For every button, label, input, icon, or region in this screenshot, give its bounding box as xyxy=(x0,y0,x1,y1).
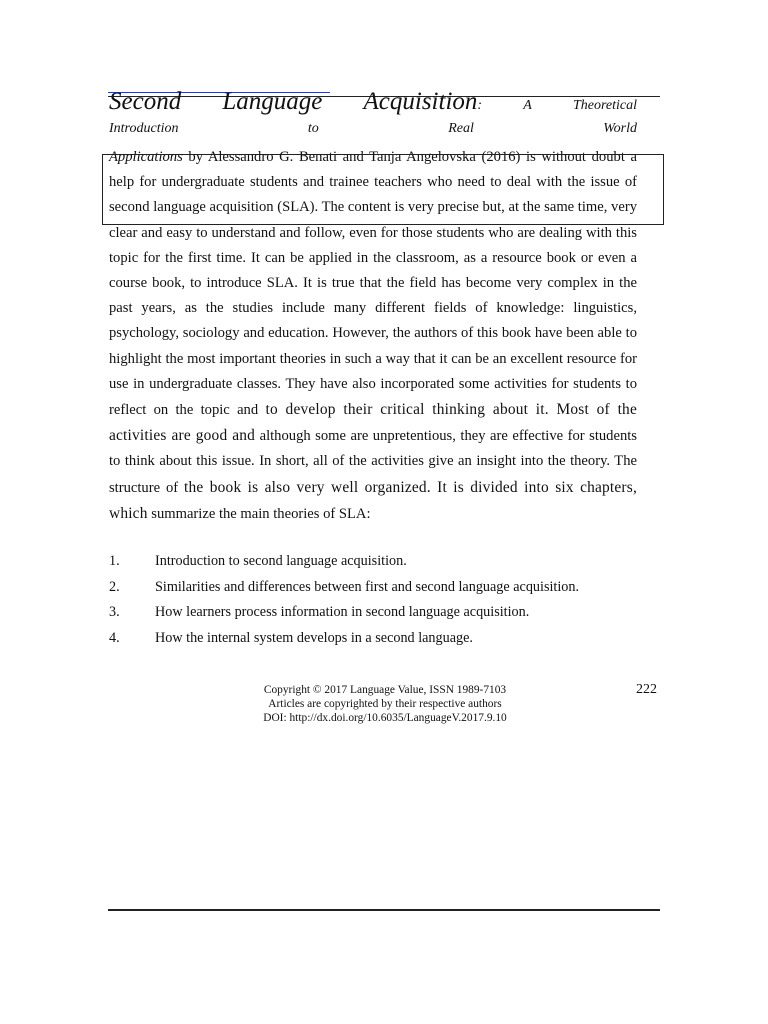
title-word: A xyxy=(523,98,532,113)
title-colon: : xyxy=(477,98,483,113)
title-word: Introduction xyxy=(109,121,179,136)
paragraph-text: the book is also very well organized. It is divided into six chapters, which xyxy=(109,478,637,522)
list-text: How learners process information in second language acquisition. xyxy=(155,604,530,620)
paragraph-text: by Alessandro G. Benati and Tanja Angelovska (2016) is without xyxy=(182,149,586,165)
doi-line: DOI: http://dx.doi.org/10.6035/LanguageV.2017.9.10 xyxy=(263,712,507,724)
list-number: 1. xyxy=(109,553,120,569)
paragraph-text: doubt a help for undergraduate students and trainee teachers who need to deal with the issue of second language acquisition (SLA). The content is very precise but, at the same time, very clear and easy to understand and follow, even for those students who are dealing with this topic for the first time. It can be applied in the classroom, as a resource book or even a course book, to introduce SLA. It is true that the field has become very complex in the past years, as the studies include many different fields of knowledge: linguistics, psychology, sociology and education. However, the authors of this book have been able to highlight the most important theories in such a way that it can be an excellent resource for use in undergraduate classes. They have also incorporated some activities for students to reflect on the topic and xyxy=(109,149,637,419)
title-word: World xyxy=(603,121,637,136)
footer-rule xyxy=(108,909,660,911)
list-item xyxy=(109,604,649,630)
title-word: Theoretical xyxy=(572,98,637,113)
title-line-2 xyxy=(109,121,637,141)
list-number: 4. xyxy=(109,629,120,646)
title-word: Language xyxy=(222,88,323,115)
title-word: Acquisition xyxy=(363,88,478,115)
title-word: to xyxy=(307,121,319,136)
title-word: Second xyxy=(109,88,182,115)
title-line-1 xyxy=(109,88,637,120)
paragraph-text: to develop their critical thinking about it. Most of the activities are good and xyxy=(109,401,637,445)
list-item xyxy=(109,579,649,605)
title-word-group xyxy=(364,88,483,116)
copyright-block xyxy=(240,683,530,725)
list-item xyxy=(109,553,649,579)
chapter-list xyxy=(109,553,649,655)
paragraph-text: summarize the main theories of SLA: xyxy=(147,505,371,522)
list-text: Similarities and differences between first and second language acquisition. xyxy=(155,578,580,595)
title-word-applications: Applications xyxy=(109,149,183,165)
list-item xyxy=(109,630,649,656)
title-word: Real xyxy=(448,121,474,136)
page-number: 222 xyxy=(636,682,657,697)
highlight-box xyxy=(102,154,664,225)
articles-line: Articles are copyrighted by their respective authors xyxy=(268,698,502,710)
list-text: How the internal system develops in a second language. xyxy=(155,629,473,646)
list-text: Introduction to second language acquisition. xyxy=(155,553,407,569)
list-number: 3. xyxy=(109,604,120,620)
list-number: 2. xyxy=(109,578,120,595)
paragraph-text: although some are unpretentious, they are effective for students to think about this issue. In short, all of the activities give an insight into the theory. The structure of xyxy=(109,428,637,496)
copyright-line: Copyright © 2017 Language Value, ISSN 1989-7103 xyxy=(263,684,507,696)
